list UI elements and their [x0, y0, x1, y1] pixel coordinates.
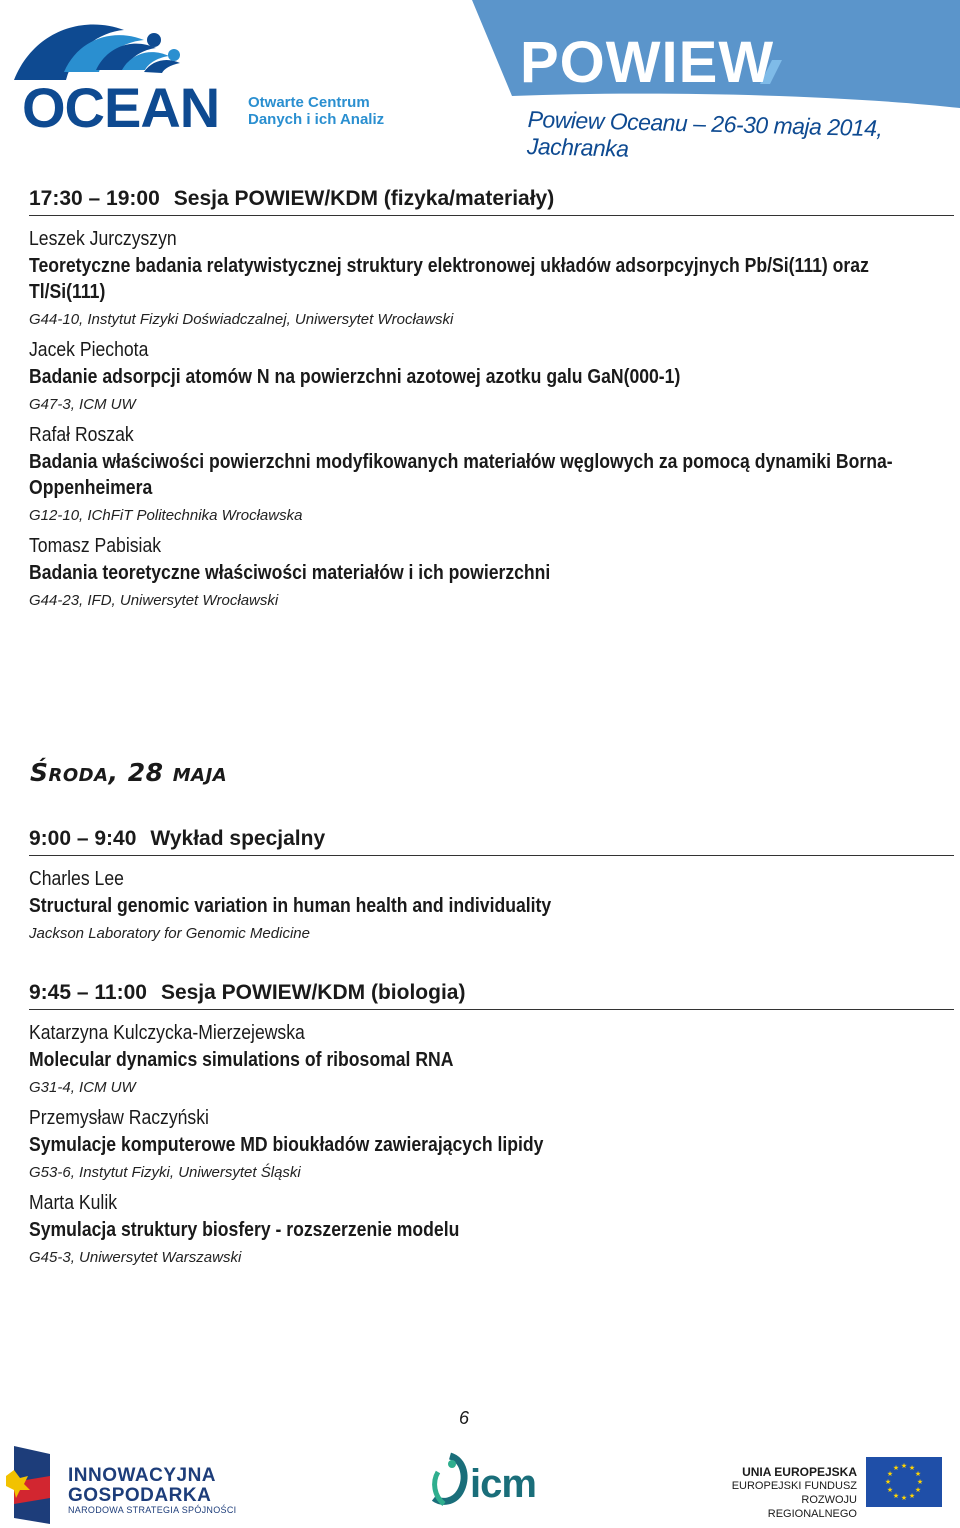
talk-title: Symulacja struktury biosfery - rozszerzenie modelu — [29, 1219, 460, 1241]
talk-affiliation: G45-3, Uniwersytet Warszawski — [29, 1249, 242, 1266]
talk-affiliation: G44-10, Instytut Fizyki Doświadczalnej, Uniwersytet Wrocławski — [29, 311, 454, 328]
eu-label: UNIA EUROPEJSKA EUROPEJSKI FUNDUSZ ROZWOJU REGIONALNEGO — [731, 1465, 857, 1520]
eu-flag-icon — [866, 1457, 942, 1507]
innowacyjna-gospodarka-label: INNOWACYJNA GOSPODARKA — [68, 1465, 217, 1506]
svg-text:★: ★ — [914, 1470, 922, 1478]
talk-affiliation: Jackson Laboratory for Genomic Medicine — [29, 925, 310, 942]
talk-speaker: Jacek Piechota — [29, 339, 149, 361]
ocean-tagline: Otwarte Centrum Danych i ich Analiz — [248, 94, 385, 128]
talk-speaker: Przemysław Raczyński — [29, 1107, 209, 1129]
talk-item — [29, 1105, 954, 1188]
session-block — [29, 826, 954, 951]
session-block — [29, 186, 954, 618]
svg-text:★: ★ — [886, 1486, 894, 1494]
talk-list — [29, 866, 954, 949]
svg-text:★: ★ — [892, 1464, 900, 1472]
talk-affiliation: G47-3, ICM UW — [29, 396, 136, 413]
svg-text:★: ★ — [900, 1462, 908, 1470]
talk-title: Badanie adsorpcji atomów N na powierzchni azotowej azotku galu GaN(000-1) — [29, 366, 681, 388]
ocean-wordmark: OCEAN — [22, 76, 220, 139]
powiew-subtitle: Powiew Oceanu – 26-30 maja 2014, Jachranka — [526, 106, 883, 162]
session-header — [29, 186, 954, 216]
session-header — [29, 826, 954, 856]
talk-speaker: Leszek Jurczyszyn — [29, 228, 177, 250]
nss-label: NARODOWA STRATEGIA SPÓJNOŚCI — [68, 1505, 237, 1515]
talk-list — [29, 226, 954, 616]
talk-title: Badania właściwości powierzchni modyfikowanych materiałów węglowych za pomocą dynamiki Borna-Oppenheimera — [29, 451, 893, 499]
svg-text:★: ★ — [900, 1494, 908, 1502]
talk-speaker: Tomasz Pabisiak — [29, 535, 162, 557]
talk-title: Symulacje komputerowe MD biouk​ładów zawierających lipidy — [29, 1134, 544, 1156]
talk-affiliation: G12-10, IChFiT Politechnika Wrocławska — [29, 507, 303, 524]
talk-item — [29, 533, 954, 616]
talk-affiliation: G31-4, ICM UW — [29, 1079, 136, 1096]
session-name: Sesja POWIEW/KDM (fizyka/materiały) — [173, 187, 555, 210]
session-block — [29, 980, 954, 1275]
svg-text:★: ★ — [908, 1492, 916, 1500]
session-time: 9:45 – 11:00 — [29, 981, 147, 1004]
talk-title: Structural genomic variation in human health and individuality — [29, 895, 552, 917]
innowacyjna-gospodarka-flag-icon — [6, 1446, 58, 1524]
talk-item — [29, 1020, 954, 1103]
session-header — [29, 980, 954, 1010]
svg-text:★: ★ — [886, 1470, 894, 1478]
session-name: Wykład specjalny — [150, 827, 326, 850]
talk-title: Badania teoretyczne właściwości materiałów i ich powierzchni — [29, 562, 551, 584]
session-time: 9:00 – 9:40 — [29, 827, 137, 850]
talk-item — [29, 226, 954, 335]
talk-affiliation: G53-6, Instytut Fizyki, Uniwersytet Śląski — [29, 1164, 301, 1181]
talk-list — [29, 1020, 954, 1273]
powiew-wordmark: POWIEW — [520, 30, 775, 95]
talk-item — [29, 422, 954, 531]
talk-speaker: Marta Kulik — [29, 1192, 118, 1214]
svg-text:★: ★ — [908, 1464, 916, 1472]
talk-item — [29, 337, 954, 420]
talk-item — [29, 866, 954, 949]
talk-speaker: Rafał Roszak — [29, 424, 134, 446]
session-name: Sesja POWIEW/KDM (biologia) — [160, 981, 466, 1004]
talk-speaker: Katarzyna Kulczycka-Mierzejewska — [29, 1022, 305, 1044]
page-number: 6 — [458, 1408, 469, 1428]
icm-logo-icon — [428, 1452, 472, 1516]
svg-text:★: ★ — [884, 1478, 892, 1486]
svg-text:★: ★ — [892, 1492, 900, 1500]
talk-speaker: Charles Lee — [29, 868, 124, 890]
day-heading: Środa, 28 maja — [30, 758, 228, 787]
session-time: 17:30 – 19:00 — [29, 187, 160, 210]
talk-title: Teoretyczne badania relatywistycznej struktury elektronowej układów adsorpcyjnych Pb/Si(111) oraz Tl/Si(111) — [29, 255, 869, 303]
svg-text:★: ★ — [916, 1478, 924, 1486]
talk-title: Molecular dynamics simulations of ribosomal RNA — [29, 1049, 454, 1071]
talk-item — [29, 1190, 954, 1273]
talk-affiliation: G44-23, IFD, Uniwersytet Wrocławski — [29, 592, 279, 609]
svg-text:★: ★ — [914, 1486, 922, 1494]
icm-wordmark: icm — [470, 1462, 536, 1506]
page-header — [0, 0, 960, 162]
